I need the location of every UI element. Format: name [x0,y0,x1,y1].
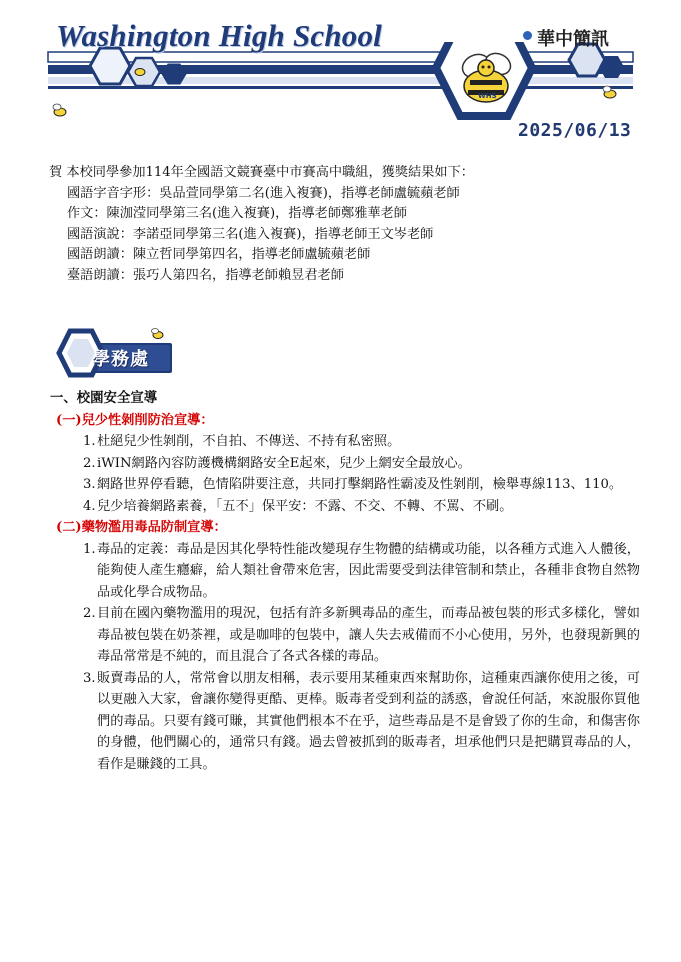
subsection-title: (二)藥物濫用毒品防制宣導： [56,520,227,535]
award-announcement [49,163,649,287]
subsection-title: (一)兒少性剝削防治宣導： [56,412,214,428]
safety-campaign-section [50,388,640,775]
list-item-text: 毒品的定義：毒品是因其化學特性能改變現存生物體的結構或功能，以各種方式進入人體後，能夠使人產生癮癖，給人類社會帶來危害，因此需要受到法律管制和禁止，各種非食物自然物品或化學合成物品。 [97,541,640,600]
issue-date: 2025/06/13 [518,120,632,141]
list-item-text: 杜絕兒少性剝削，不自拍、不傳送、不持有私密照。 [97,434,401,449]
list-item-text: 目前在國內藥物濫用的現況，包括有許多新興毒品的產生，而毒品被包裝的形式多樣化，譬如毒品被包裝在奶茶裡，或是咖啡的包裝中，讓人失去戒備而不小心使用，另外，也發現新興的毒品常常是不純的，而且混合了各式各樣的毒品。 [97,606,640,664]
list-item-number: 4. [83,498,96,514]
list-item [50,539,640,604]
list-item-number: 1. [83,541,96,557]
award-result-3: 國語演說：李諾亞同學第三名(進入複賽)，指導老師王文岑老師 [67,226,434,242]
section-heading: 一、校園安全宣導 [50,391,158,406]
list-item-number: 2. [83,606,96,621]
list-item-number: 3. [83,670,96,686]
award-result-2: 作文：陳泇滢同學第三名(進入複賽)，指導老師鄭雅華老師 [67,206,407,222]
list-item [50,431,640,453]
newsletter-name: 華中簡訊 [537,29,609,50]
award-result-5: 臺語朗讀：張巧人第四名，指導老師賴昱君老師 [67,267,344,283]
announcement-intro: 賀 本校同學參加114年全國語文競賽臺中市賽高中職組，獲獎結果如下： [49,165,474,180]
bullet-dot-icon [523,31,532,40]
list-item-number: 1. [83,434,96,449]
list-item [50,453,640,475]
list-item-text: 兒少培養網路素養，「五不」保平安：不露、不交、不轉、不罵、不刷。 [97,498,513,514]
list-item-text: iWIN網路內容防護機構網路安全E起來，兒少上網安全最放心。 [97,455,471,471]
list-item-text: 網路世界停看聽，色情陷阱要注意，共同打擊網路性霸凌及性剝削，檢舉專線113、110。 [97,477,623,492]
school-name: Washington High School [56,18,382,53]
award-result-1: 國語字音字形：吳品萱同學第二名(進入複賽)，指導老師盧毓蘋老師 [67,185,460,201]
section-badge-label: 學務處 [92,349,149,370]
list-item [50,668,640,776]
list-item-number: 2. [83,455,96,471]
award-result-4: 國語朗讀：陳立哲同學第四名，指導老師盧毓蘋老師 [67,247,371,263]
list-item-number: 3. [83,477,96,492]
mascot-badge-text: WHS [478,92,497,100]
list-item [50,474,640,496]
list-item-text: 販賣毒品的人，常常會以朋友相稱，表示要用某種東西來幫助你，這種東西讓你使用之後，可以更融入大家，會讓你變得更酷、更棒。販毒者受到利益的誘惑，會說任何話，來說服你買他們的毒品。只要有錢可賺，其實他們根本不在乎，這些毒品是不是會毀了你的生命，和傷害你的身體，他們關心的，通常只有錢。過去曾被抓到的販毒者，坦承他們只是把購買毒品的人，看作是賺錢的工具。 [97,670,640,772]
masthead [0,0,681,150]
list-item [50,496,640,518]
list-item [50,603,640,668]
